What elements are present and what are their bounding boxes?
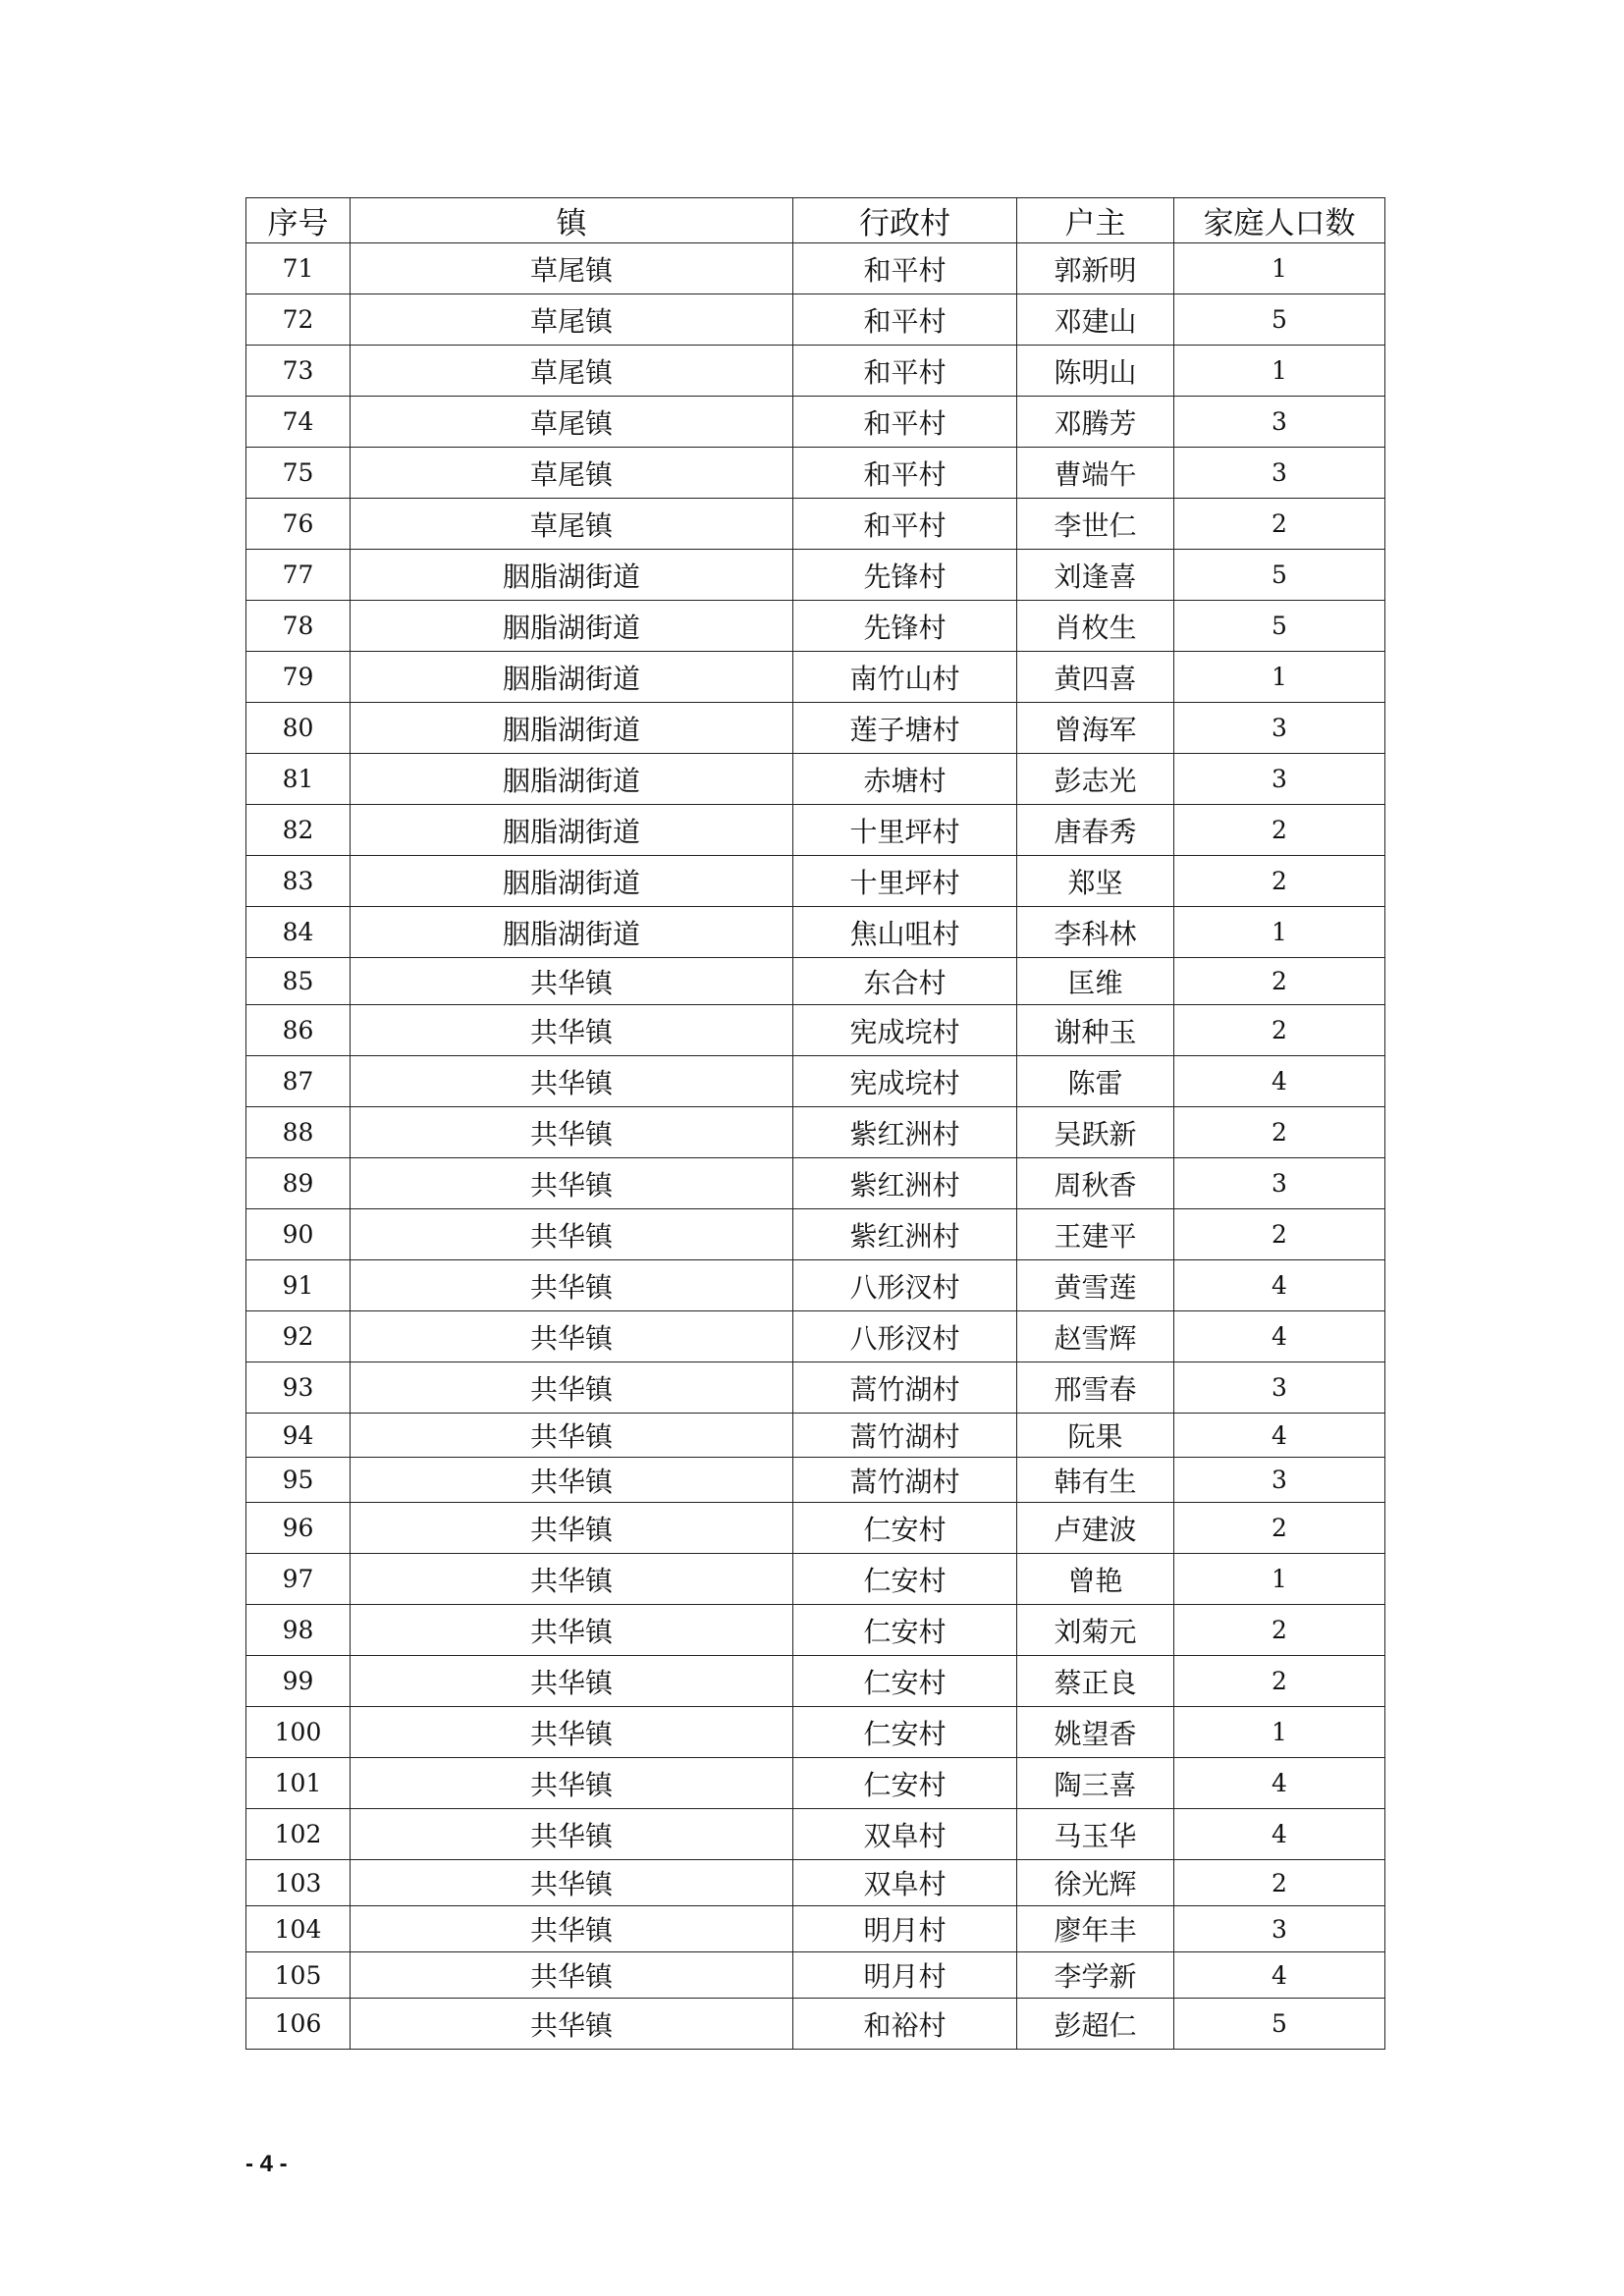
cell-serial: 93 (246, 1362, 351, 1414)
cell-serial: 105 (246, 1952, 351, 1999)
table-row (246, 1158, 1385, 1209)
table-row (246, 1362, 1385, 1414)
cell-serial: 102 (246, 1809, 351, 1860)
cell-serial: 81 (246, 754, 351, 805)
cell-serial: 95 (246, 1458, 351, 1503)
cell-village: 赤塘村 (793, 754, 1017, 805)
cell-householder: 马玉华 (1017, 1809, 1174, 1860)
cell-householder: 肖枚生 (1017, 601, 1174, 652)
cell-householder: 廖年丰 (1017, 1906, 1174, 1952)
cell-householder: 彭志光 (1017, 754, 1174, 805)
cell-householder: 阮果 (1017, 1414, 1174, 1458)
cell-village: 蒿竹湖村 (793, 1458, 1017, 1503)
cell-household-size: 4 (1174, 1809, 1385, 1860)
cell-householder: 郭新明 (1017, 243, 1174, 294)
cell-householder: 韩有生 (1017, 1458, 1174, 1503)
cell-serial: 97 (246, 1554, 351, 1605)
cell-householder: 黄雪莲 (1017, 1260, 1174, 1311)
cell-town: 草尾镇 (351, 243, 793, 294)
cell-serial: 90 (246, 1209, 351, 1260)
cell-town: 共华镇 (351, 1906, 793, 1952)
cell-household-size: 5 (1174, 1999, 1385, 2050)
cell-town: 共华镇 (351, 1707, 793, 1758)
cell-household-size: 5 (1174, 550, 1385, 601)
cell-serial: 92 (246, 1311, 351, 1362)
cell-village: 蒿竹湖村 (793, 1362, 1017, 1414)
cell-village: 和裕村 (793, 1999, 1017, 2050)
cell-serial: 94 (246, 1414, 351, 1458)
cell-serial: 89 (246, 1158, 351, 1209)
cell-householder: 曾海军 (1017, 703, 1174, 754)
cell-village: 宪成垸村 (793, 1056, 1017, 1107)
cell-serial: 83 (246, 856, 351, 907)
cell-household-size: 1 (1174, 243, 1385, 294)
cell-household-size: 2 (1174, 958, 1385, 1005)
header-town: 镇 (351, 198, 793, 243)
cell-village: 和平村 (793, 294, 1017, 346)
cell-householder: 黄四喜 (1017, 652, 1174, 703)
cell-serial: 106 (246, 1999, 351, 2050)
cell-household-size: 4 (1174, 1952, 1385, 1999)
cell-village: 宪成垸村 (793, 1005, 1017, 1056)
cell-village: 仁安村 (793, 1656, 1017, 1707)
cell-town: 草尾镇 (351, 397, 793, 448)
cell-serial: 84 (246, 907, 351, 958)
cell-householder: 王建平 (1017, 1209, 1174, 1260)
cell-village: 蒿竹湖村 (793, 1414, 1017, 1458)
cell-serial: 79 (246, 652, 351, 703)
table-row (246, 1260, 1385, 1311)
cell-village: 仁安村 (793, 1758, 1017, 1809)
cell-householder: 卢建波 (1017, 1503, 1174, 1554)
cell-household-size: 1 (1174, 652, 1385, 703)
cell-household-size: 4 (1174, 1260, 1385, 1311)
cell-town: 草尾镇 (351, 448, 793, 499)
table-header-row (246, 198, 1385, 243)
cell-householder: 李学新 (1017, 1952, 1174, 1999)
table-row (246, 448, 1385, 499)
table-row (246, 294, 1385, 346)
table-body (246, 243, 1385, 2050)
cell-serial: 80 (246, 703, 351, 754)
table-row (246, 958, 1385, 1005)
cell-householder: 李科林 (1017, 907, 1174, 958)
cell-household-size: 1 (1174, 907, 1385, 958)
cell-town: 胭脂湖街道 (351, 856, 793, 907)
cell-householder: 姚望香 (1017, 1707, 1174, 1758)
cell-village: 先锋村 (793, 550, 1017, 601)
cell-householder: 刘菊元 (1017, 1605, 1174, 1656)
table-row (246, 1605, 1385, 1656)
cell-household-size: 3 (1174, 1458, 1385, 1503)
table-row (246, 1056, 1385, 1107)
cell-serial: 86 (246, 1005, 351, 1056)
cell-householder: 彭超仁 (1017, 1999, 1174, 2050)
table-row (246, 703, 1385, 754)
cell-serial: 72 (246, 294, 351, 346)
cell-household-size: 2 (1174, 1107, 1385, 1158)
table-row (246, 1707, 1385, 1758)
cell-village: 仁安村 (793, 1554, 1017, 1605)
cell-village: 焦山咀村 (793, 907, 1017, 958)
cell-householder: 刘逢喜 (1017, 550, 1174, 601)
cell-town: 共华镇 (351, 1414, 793, 1458)
header-householder: 户主 (1017, 198, 1174, 243)
cell-town: 胭脂湖街道 (351, 652, 793, 703)
cell-village: 和平村 (793, 448, 1017, 499)
cell-town: 共华镇 (351, 1503, 793, 1554)
table-row (246, 243, 1385, 294)
table-row (246, 754, 1385, 805)
cell-town: 胭脂湖街道 (351, 805, 793, 856)
cell-household-size: 3 (1174, 1906, 1385, 1952)
cell-householder: 陈雷 (1017, 1056, 1174, 1107)
cell-serial: 74 (246, 397, 351, 448)
table-row (246, 1952, 1385, 1999)
cell-householder: 邓建山 (1017, 294, 1174, 346)
cell-village: 仁安村 (793, 1605, 1017, 1656)
cell-householder: 赵雪辉 (1017, 1311, 1174, 1362)
cell-serial: 75 (246, 448, 351, 499)
cell-household-size: 2 (1174, 805, 1385, 856)
cell-serial: 85 (246, 958, 351, 1005)
cell-household-size: 1 (1174, 1707, 1385, 1758)
cell-serial: 76 (246, 499, 351, 550)
cell-household-size: 1 (1174, 1554, 1385, 1605)
table-row (246, 1554, 1385, 1605)
cell-village: 十里坪村 (793, 805, 1017, 856)
cell-village: 东合村 (793, 958, 1017, 1005)
table-row (246, 1758, 1385, 1809)
cell-town: 胭脂湖街道 (351, 754, 793, 805)
cell-village: 仁安村 (793, 1503, 1017, 1554)
cell-village: 和平村 (793, 346, 1017, 397)
cell-serial: 91 (246, 1260, 351, 1311)
cell-serial: 88 (246, 1107, 351, 1158)
cell-serial: 82 (246, 805, 351, 856)
cell-town: 胭脂湖街道 (351, 601, 793, 652)
cell-town: 共华镇 (351, 1158, 793, 1209)
cell-household-size: 2 (1174, 1503, 1385, 1554)
cell-householder: 谢种玉 (1017, 1005, 1174, 1056)
cell-village: 明月村 (793, 1952, 1017, 1999)
cell-village: 紫红洲村 (793, 1209, 1017, 1260)
cell-householder: 邓腾芳 (1017, 397, 1174, 448)
table-row (246, 1311, 1385, 1362)
cell-household-size: 3 (1174, 1362, 1385, 1414)
cell-town: 胭脂湖街道 (351, 550, 793, 601)
page-number: - 4 - (245, 2151, 288, 2177)
cell-household-size: 4 (1174, 1311, 1385, 1362)
cell-serial: 96 (246, 1503, 351, 1554)
cell-town: 共华镇 (351, 1809, 793, 1860)
cell-household-size: 2 (1174, 1656, 1385, 1707)
cell-serial: 73 (246, 346, 351, 397)
cell-serial: 104 (246, 1906, 351, 1952)
cell-town: 共华镇 (351, 1362, 793, 1414)
cell-village: 和平村 (793, 397, 1017, 448)
cell-town: 共华镇 (351, 1605, 793, 1656)
cell-village: 莲子塘村 (793, 703, 1017, 754)
cell-town: 共华镇 (351, 1758, 793, 1809)
cell-householder: 陈明山 (1017, 346, 1174, 397)
cell-householder: 李世仁 (1017, 499, 1174, 550)
table-row (246, 1999, 1385, 2050)
cell-town: 共华镇 (351, 1458, 793, 1503)
cell-householder: 周秋香 (1017, 1158, 1174, 1209)
cell-serial: 103 (246, 1860, 351, 1906)
header-village: 行政村 (793, 198, 1017, 243)
cell-village: 八形汊村 (793, 1260, 1017, 1311)
table-row (246, 346, 1385, 397)
cell-serial: 77 (246, 550, 351, 601)
cell-village: 紫红洲村 (793, 1158, 1017, 1209)
cell-town: 共华镇 (351, 1554, 793, 1605)
cell-town: 共华镇 (351, 1656, 793, 1707)
cell-serial: 99 (246, 1656, 351, 1707)
cell-village: 和平村 (793, 243, 1017, 294)
cell-household-size: 2 (1174, 1860, 1385, 1906)
cell-town: 共华镇 (351, 1005, 793, 1056)
cell-town: 共华镇 (351, 1952, 793, 1999)
cell-village: 明月村 (793, 1906, 1017, 1952)
cell-householder: 曾艳 (1017, 1554, 1174, 1605)
cell-householder: 徐光辉 (1017, 1860, 1174, 1906)
cell-town: 共华镇 (351, 1311, 793, 1362)
cell-household-size: 2 (1174, 1005, 1385, 1056)
cell-village: 双阜村 (793, 1809, 1017, 1860)
cell-town: 共华镇 (351, 1860, 793, 1906)
cell-village: 紫红洲村 (793, 1107, 1017, 1158)
table-row (246, 499, 1385, 550)
table-row (246, 1860, 1385, 1906)
cell-village: 八形汊村 (793, 1311, 1017, 1362)
cell-household-size: 1 (1174, 346, 1385, 397)
table-row (246, 1809, 1385, 1860)
table-row (246, 1005, 1385, 1056)
cell-village: 仁安村 (793, 1707, 1017, 1758)
cell-town: 共华镇 (351, 1107, 793, 1158)
household-table (245, 197, 1385, 2050)
cell-town: 共华镇 (351, 1260, 793, 1311)
cell-household-size: 2 (1174, 1605, 1385, 1656)
cell-household-size: 4 (1174, 1414, 1385, 1458)
cell-serial: 101 (246, 1758, 351, 1809)
cell-serial: 78 (246, 601, 351, 652)
cell-household-size: 5 (1174, 294, 1385, 346)
cell-household-size: 3 (1174, 397, 1385, 448)
table-row (246, 601, 1385, 652)
cell-household-size: 3 (1174, 1158, 1385, 1209)
table-row (246, 652, 1385, 703)
cell-serial: 100 (246, 1707, 351, 1758)
cell-household-size: 4 (1174, 1758, 1385, 1809)
cell-town: 草尾镇 (351, 499, 793, 550)
cell-town: 共华镇 (351, 1999, 793, 2050)
table-row (246, 805, 1385, 856)
cell-householder: 陶三喜 (1017, 1758, 1174, 1809)
cell-town: 共华镇 (351, 1056, 793, 1107)
table-row (246, 1209, 1385, 1260)
table-row (246, 397, 1385, 448)
cell-householder: 郑坚 (1017, 856, 1174, 907)
cell-town: 胭脂湖街道 (351, 907, 793, 958)
table-row (246, 1458, 1385, 1503)
table-row (246, 1906, 1385, 1952)
cell-serial: 98 (246, 1605, 351, 1656)
table-row (246, 907, 1385, 958)
cell-town: 草尾镇 (351, 294, 793, 346)
table-row (246, 1414, 1385, 1458)
cell-village: 南竹山村 (793, 652, 1017, 703)
cell-town: 共华镇 (351, 1209, 793, 1260)
table-row (246, 1503, 1385, 1554)
cell-village: 先锋村 (793, 601, 1017, 652)
cell-village: 十里坪村 (793, 856, 1017, 907)
cell-household-size: 5 (1174, 601, 1385, 652)
table-row (246, 550, 1385, 601)
cell-householder: 匡维 (1017, 958, 1174, 1005)
cell-household-size: 2 (1174, 1209, 1385, 1260)
table-row (246, 856, 1385, 907)
table-row (246, 1107, 1385, 1158)
header-serial: 序号 (246, 198, 351, 243)
cell-household-size: 3 (1174, 448, 1385, 499)
cell-householder: 唐春秀 (1017, 805, 1174, 856)
cell-village: 和平村 (793, 499, 1017, 550)
cell-household-size: 2 (1174, 499, 1385, 550)
cell-serial: 87 (246, 1056, 351, 1107)
cell-village: 双阜村 (793, 1860, 1017, 1906)
cell-serial: 71 (246, 243, 351, 294)
cell-householder: 邢雪春 (1017, 1362, 1174, 1414)
cell-household-size: 3 (1174, 754, 1385, 805)
cell-householder: 曹端午 (1017, 448, 1174, 499)
cell-household-size: 4 (1174, 1056, 1385, 1107)
cell-town: 草尾镇 (351, 346, 793, 397)
cell-town: 共华镇 (351, 958, 793, 1005)
header-household-size: 家庭人口数 (1174, 198, 1385, 243)
table-row (246, 1656, 1385, 1707)
cell-household-size: 3 (1174, 703, 1385, 754)
cell-householder: 蔡正良 (1017, 1656, 1174, 1707)
cell-town: 胭脂湖街道 (351, 703, 793, 754)
cell-household-size: 2 (1174, 856, 1385, 907)
cell-householder: 吴跃新 (1017, 1107, 1174, 1158)
